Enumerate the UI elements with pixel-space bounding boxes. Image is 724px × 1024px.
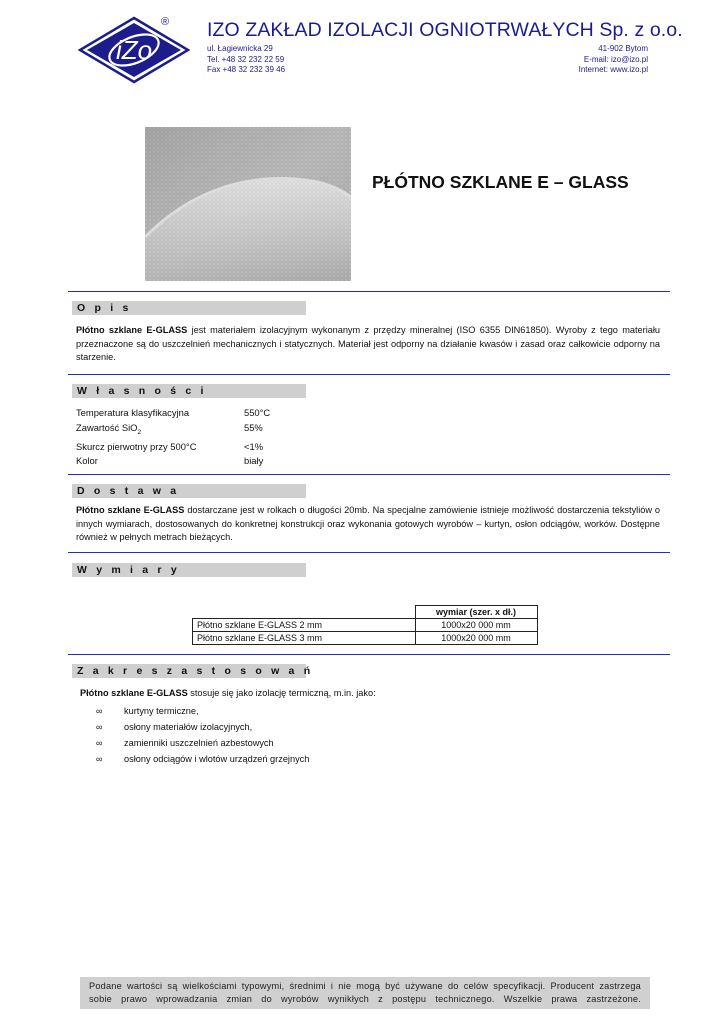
email: E-mail: izo@izo.pl bbox=[583, 54, 648, 64]
property-subscript: 2 bbox=[137, 428, 142, 436]
logo-text: iZo bbox=[115, 35, 153, 65]
property-value: biały bbox=[244, 455, 264, 467]
section-heading-opis: O p i s bbox=[72, 301, 306, 315]
property-name bbox=[76, 421, 244, 440]
property-row bbox=[76, 421, 270, 440]
property-row bbox=[76, 406, 270, 421]
section-rule bbox=[68, 374, 670, 375]
dimensions-table bbox=[192, 605, 538, 645]
infinity-bullet-icon: ∞ bbox=[96, 738, 103, 748]
opis-paragraph bbox=[76, 324, 660, 365]
list-item bbox=[96, 751, 309, 767]
phone: Tel. +48 32 232 22 59 bbox=[207, 54, 285, 64]
applications-list bbox=[96, 703, 309, 767]
product-name-bold: Płótno szklane E-GLASS bbox=[80, 688, 188, 698]
zastosowania-intro-text: stosuje się jako izolację termiczną, m.in. jako: bbox=[187, 688, 376, 698]
table-row bbox=[193, 632, 538, 645]
property-name: Temperatura klasyfikacyjna bbox=[76, 407, 190, 418]
property-value: 550°C bbox=[244, 407, 271, 418]
product-photo bbox=[145, 127, 351, 281]
table-cell-product: Płótno szklane E-GLASS 3 mm bbox=[193, 632, 416, 645]
product-title: PŁÓTNO SZKLANE E – GLASS bbox=[372, 172, 629, 192]
table-row bbox=[193, 619, 538, 632]
property-name: Kolor bbox=[76, 455, 98, 467]
section-rule bbox=[68, 291, 670, 292]
dostawa-paragraph bbox=[76, 504, 660, 545]
internet: Internet: www.izo.pl bbox=[578, 65, 648, 74]
disclaimer-footer bbox=[80, 977, 650, 1009]
property-value: <1% bbox=[244, 440, 264, 452]
header-contact-left bbox=[207, 44, 285, 76]
section-heading-wlasnosci: W ł a s n o ś c i bbox=[72, 384, 306, 398]
property-name: Skurcz pierwotny przy 500°C bbox=[76, 440, 197, 452]
table-cell-size: 1000x20 000 mm bbox=[415, 619, 537, 632]
product-name-bold: Płótno szklane E-GLASS bbox=[76, 325, 188, 335]
list-item bbox=[96, 735, 309, 751]
section-heading-dostawa: D o s t a w a bbox=[72, 484, 306, 498]
infinity-bullet-icon: ∞ bbox=[96, 706, 103, 716]
table-cell-size: 1000x20 000 mm bbox=[415, 632, 537, 645]
zastosowania-intro bbox=[80, 688, 376, 698]
list-item bbox=[96, 719, 309, 735]
table-header-row bbox=[193, 606, 538, 619]
list-item-text: zamienniki uszczelnień azbestowych bbox=[124, 738, 274, 748]
table-header-dimension: wymiar (szer. x dł.) bbox=[415, 606, 537, 619]
table-cell-product: Płótno szklane E-GLASS 2 mm bbox=[193, 619, 416, 632]
disclaimer-line-1: Podane wartości są wielkościami typowymi, średnimi i nie mogą być używane do celów specyfikacji. Producent zastrzega bbox=[89, 981, 641, 991]
list-item-text: osłony odciągów i wlotów urządzeń grzejnych bbox=[124, 754, 310, 764]
infinity-bullet-icon: ∞ bbox=[96, 722, 103, 732]
table-cell-empty bbox=[193, 606, 416, 619]
section-heading-zastosowania: Z a k r e s z a s t o s o w a ń bbox=[72, 664, 306, 678]
property-row bbox=[76, 454, 270, 469]
company-name: IZO ZAKŁAD IZOLACJI OGNIOTRWAŁYCH Sp. z o.o. bbox=[207, 19, 683, 41]
section-rule bbox=[68, 474, 670, 475]
property-row bbox=[76, 440, 270, 455]
infinity-bullet-icon: ∞ bbox=[96, 754, 103, 764]
product-name-bold: Płótno szklane E-GLASS bbox=[76, 505, 185, 515]
address: ul. Łagiewnicka 29 bbox=[207, 44, 273, 53]
property-name-text: Zawartość SiO bbox=[76, 421, 138, 433]
header-contact-right bbox=[579, 44, 648, 76]
list-item-text: osłony materiałów izolacyjnych, bbox=[124, 722, 253, 732]
opis-text: jest materiałem izolacyjnym wykonanym z przędzy mineralnej (ISO 6355 DIN61850). Wyroby z tego materiału przeznaczone są do uszczelnień mechanicznych i statycznych. Materiał jest odporny na działanie kwasów i zasad oraz całkowicie odporny na starzenie. bbox=[76, 325, 660, 362]
properties-list bbox=[76, 406, 270, 469]
section-rule bbox=[68, 552, 670, 553]
section-heading-wymiary: W y m i a r y bbox=[72, 563, 306, 577]
registered-mark: ® bbox=[161, 16, 170, 28]
dostawa-text: dostarczane jest w rolkach o długości 20mb. Na specjalne zamówienie istnieje możliwość dostarczenia tekstyliów o innych wymiarach, dostosowanych do konkretnej konstrukcji oraz wykonania gotowych wyrobów – kurtyn, osłon odciągów, worków. Dostępne również w pełnych metrach bieżących. bbox=[76, 505, 661, 542]
list-item-text: kurtyny termiczne, bbox=[124, 706, 199, 716]
city: 41-902 Bytom bbox=[598, 44, 648, 53]
property-value: 55% bbox=[244, 421, 263, 433]
disclaimer-line-2: sobie prawo wprowadzania zmian do wyrobów wynikłych z postępu technicznego. Wszelkie prawa zastrzeżone. bbox=[89, 993, 641, 1004]
company-logo bbox=[78, 16, 190, 84]
section-rule bbox=[68, 654, 670, 655]
list-item bbox=[96, 703, 309, 719]
fax: Fax +48 32 232 39 46 bbox=[207, 65, 286, 74]
